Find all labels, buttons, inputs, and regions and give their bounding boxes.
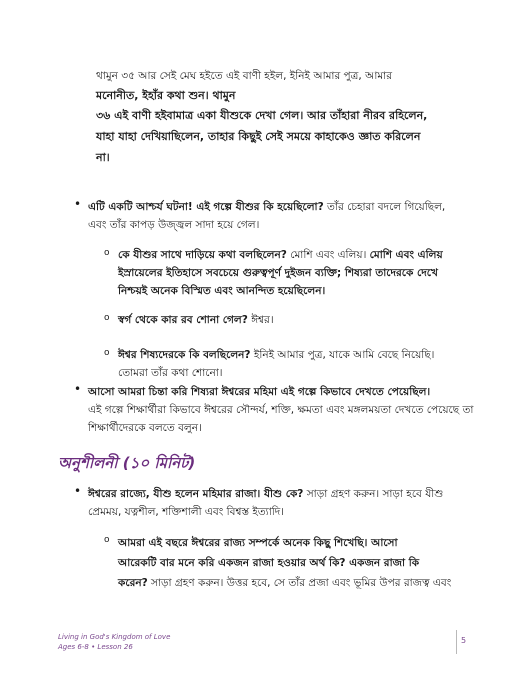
answer-text: তাঁর চেহারা বদলে গিয়েছিল, <box>327 201 446 213</box>
scripture-line-3: ৩৬ এই বাণী হইবামাত্র একা যীশুকে দেখা গেল। আর তাঁহারা নীরব রহিলেন, <box>96 109 428 122</box>
question-text: ঈশ্বরের রাজ্যে, যীশু হলেন মহিমার রাজা। যীশু কে? <box>88 488 304 500</box>
bold-text: ইস্রায়েলের ইতিহাসে সবচেয়ে গুরুত্বপূর্ণ দুইজন ব্যক্তি; শিষ্যরা তাদেরকে দেখে <box>118 267 438 279</box>
answer-text: তোমরা তাঁর কথা শোনো। <box>118 367 223 379</box>
sub-bullet-marker: o <box>104 535 110 545</box>
footer-title: Living in God's Kingdom of Love <box>58 633 171 641</box>
scripture-passage <box>96 66 476 168</box>
answer-text: ঈশ্বর। <box>251 314 274 326</box>
answer-text: প্রেমময়, যত্নশীল, শক্তিশালী এবং বিশ্বস্ত ইত্যাদি। <box>88 506 285 518</box>
footer-lesson: Ages 6-8 • Lesson 26 <box>58 643 133 651</box>
sub-bullet-what-king-does <box>118 533 480 593</box>
body-text: এই গল্পে শিক্ষার্থীরা কিভাবে ঈশ্বরের সৌন্দর্য, শক্তি, ক্ষমতা এবং মঙ্গলময়তা দেখতে পেয়েছে তা <box>88 404 474 416</box>
answer-text: এবং তাঁর কাপড় উজ্জ্বল সাদা হয়ে গেল। <box>88 219 260 231</box>
question-text: কে যীশুর সাথে দাড়িয়ে কথা বলছিলেন? <box>118 249 287 261</box>
sub-bullet-god-said <box>118 346 480 382</box>
bullet-king-of-glory <box>88 485 478 521</box>
answer-text: সাড়া গ্রহণ করুন। সাড়া হবে যীশু <box>306 488 444 500</box>
bullet-question-transfiguration <box>88 198 478 234</box>
sub-bullet-marker: o <box>104 248 110 258</box>
scripture-line-4: যাহা যাহা দেখিয়াছিলেন, তাহার কিছুই সেই সময়ে কাহাকেও জ্ঞাত করিলেন <box>96 130 421 143</box>
sub-bullet-moses-elijah <box>118 246 480 300</box>
answer-text: ইনিই আমার পুত্র, যাকে আমি বেছে নিয়েছি। <box>253 349 435 361</box>
question-text: করেন? <box>118 577 148 589</box>
bold-text: মোশি এবং এলিয় <box>369 249 443 261</box>
bullet-marker: • <box>74 382 82 396</box>
scripture-line-1: থামুন ৩৫ আর সেই মেঘ হইতে এই বাণী হইল, ইনিই আমার পুত্র, আমার <box>96 70 392 82</box>
answer-text: মোশি এবং এলিয়। <box>290 249 367 261</box>
bullet-marker: • <box>74 484 82 498</box>
bullet-marker: • <box>74 197 82 211</box>
question-text: এটি একটি আশ্চর্য ঘটনা! এই গল্পে যীশুর কি হয়েছিলো? <box>88 201 324 213</box>
page-number: 5 <box>461 636 467 645</box>
question-text: স্বর্গ থেকে কার রব শোনা গেল? <box>118 314 248 326</box>
bold-text: আমরা এই বছরে ঈশ্বরের রাজ্য সম্পর্কে অনেক কিছু শিখেছি। আসো <box>118 537 398 549</box>
section-heading: অনুশীলনী (১০ মিনিট) <box>58 454 196 472</box>
question-text: ঈশ্বর শিষ্যদেরকে কি বলছিলেন? <box>118 349 251 361</box>
sub-bullet-marker: o <box>104 313 110 323</box>
scripture-line-2: মনোনীত, ইহাঁর কথা শুন। থামুন <box>96 89 236 102</box>
scripture-line-5: না। <box>96 151 110 164</box>
bold-text: আসো আমরা চিন্তা করি শিষ্যরা ঈশ্বরের মহিমা এই গল্পে কিভাবে দেখতে পেয়েছিল। <box>88 386 431 398</box>
bold-text: নিশ্চয়ই অনেক বিস্মিত এবং আনন্দিত হয়েছিলেন। <box>118 285 326 297</box>
footer-divider <box>456 630 457 654</box>
body-text: শিক্ষার্থীদেরকে বলতে বলুন। <box>88 422 202 434</box>
bold-text: আরেকটি বার মনে করি একজন রাজা হওয়ার অর্থ কি? একজন রাজা কি <box>118 557 420 569</box>
sub-bullet-voice-from-heaven <box>118 311 480 329</box>
bullet-think-glory <box>88 383 478 437</box>
sub-bullet-marker: o <box>104 348 110 358</box>
footer-lesson-info <box>58 632 170 652</box>
answer-text: সাড়া গ্রহণ করুন। উত্তর হবে, সে তাঁর প্রজা এবং ভূমির উপর রাজত্ব এবং <box>151 577 452 589</box>
